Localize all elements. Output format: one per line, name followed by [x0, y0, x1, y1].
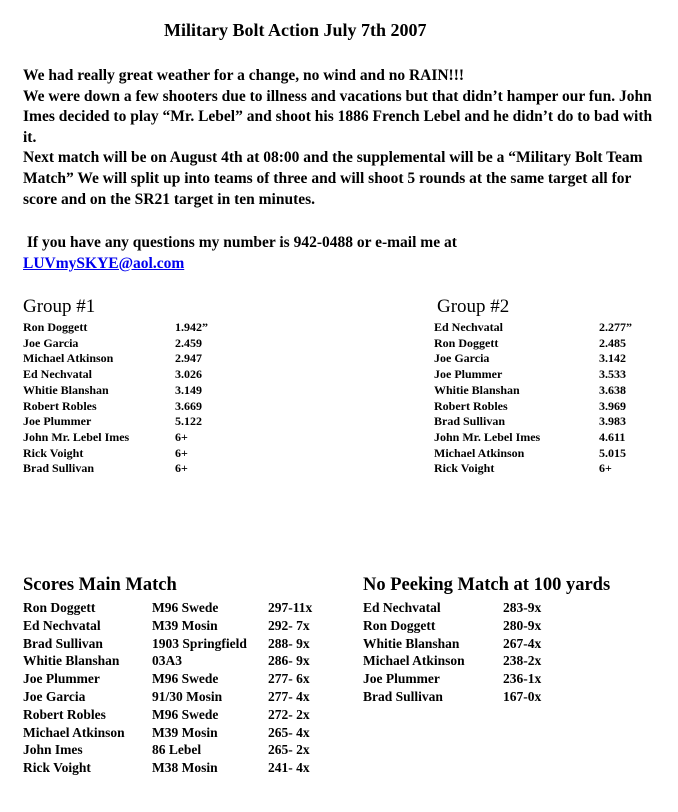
shooter-name: Michael Atkinson	[23, 724, 125, 740]
main-match-table	[23, 599, 312, 777]
match-score: 292- 7x	[268, 617, 310, 633]
contact-text: If you have any questions my number is 942-0488 or e-mail me at	[26, 234, 457, 251]
group-size: 3.026	[175, 367, 202, 382]
shooter-name: Rick Voight	[434, 461, 495, 476]
shooter-name: Joe Garcia	[23, 335, 79, 350]
intro-paragraph: We had really great weather for a change, no wind and no RAIN!!!	[23, 67, 465, 84]
table-row	[23, 461, 208, 477]
rifle-name: 86 Lebel	[152, 742, 202, 758]
email-link[interactable]: LUVmySKYE@aol.com	[23, 254, 185, 272]
group1-title: Group #1	[23, 296, 96, 317]
shooter-name: John Mr. Lebel Imes	[434, 429, 541, 444]
shooter-name: Robert Robles	[23, 398, 97, 413]
shooter-name: Ron Doggett	[23, 600, 96, 615]
rifle-name: 91/30 Mosin	[152, 688, 223, 704]
shooter-name: Ed Nechvatal	[23, 617, 101, 633]
table-row	[434, 351, 632, 367]
table-row	[23, 652, 312, 670]
table-row	[363, 599, 541, 617]
shooter-name: John Imes	[23, 742, 83, 758]
group-size: 6+	[175, 445, 188, 460]
table-row	[434, 336, 632, 352]
match-score: 236-1x	[503, 671, 542, 687]
group-size: 3.149	[175, 382, 202, 397]
shooter-name: Joe Plummer	[434, 367, 503, 382]
match-score: 297-11x	[268, 600, 313, 615]
match-score: 238-2x	[503, 653, 542, 669]
group1-table	[23, 320, 208, 477]
match-score: 280-9x	[503, 617, 542, 633]
shooter-name: Rick Voight	[23, 445, 84, 460]
table-row	[363, 635, 541, 653]
table-row	[23, 320, 208, 336]
shooter-name: Whitie Blanshan	[23, 382, 109, 397]
group-size: 6+	[175, 429, 188, 444]
group-size: 3.969	[599, 398, 626, 413]
shooter-name: Joe Plummer	[23, 671, 100, 687]
rifle-name: M39 Mosin	[152, 724, 218, 740]
table-row	[23, 759, 312, 777]
group-size: 3.638	[599, 382, 626, 397]
shooter-name: Michael Atkinson	[434, 445, 525, 460]
intro-text	[23, 66, 663, 210]
table-row	[23, 383, 208, 399]
shooter-name: Robert Robles	[434, 398, 508, 413]
table-row	[23, 741, 312, 759]
main-match-title: Scores Main Match	[23, 575, 177, 595]
rifle-name: M39 Mosin	[152, 617, 218, 633]
rifle-name: 03A3	[152, 653, 182, 669]
shooter-name: John Mr. Lebel Imes	[23, 429, 130, 444]
group-size: 2.459	[175, 335, 202, 350]
table-row	[434, 430, 632, 446]
group-size: 1.942”	[175, 320, 208, 334]
shooter-name: Ed Nechvatal	[434, 320, 503, 334]
table-row	[23, 399, 208, 415]
no-peeking-title: No Peeking Match at 100 yards	[363, 575, 611, 595]
shooter-name: Rick Voight	[23, 760, 91, 776]
table-row	[23, 688, 312, 706]
shooter-name: Ron Doggett	[23, 320, 88, 334]
table-row	[23, 446, 208, 462]
shooter-name: Whitie Blanshan	[23, 653, 120, 669]
match-score: 272- 2x	[268, 706, 310, 722]
match-score: 265- 4x	[268, 724, 310, 740]
shooter-name: Michael Atkinson	[23, 351, 114, 366]
table-row	[23, 635, 312, 653]
table-row	[434, 367, 632, 383]
shooter-name: Joe Garcia	[23, 688, 86, 704]
group-size: 5.015	[599, 445, 626, 460]
shooter-name: Michael Atkinson	[363, 653, 465, 669]
table-row	[23, 617, 312, 635]
rifle-name: M96 Swede	[152, 706, 219, 722]
table-row	[363, 688, 541, 706]
shooter-name: Brad Sullivan	[434, 414, 506, 429]
group2-title: Group #2	[437, 296, 510, 317]
match-score: 267-4x	[503, 635, 542, 651]
shooter-name: Whitie Blanshan	[434, 382, 520, 397]
rifle-name: M96 Swede	[152, 671, 219, 687]
match-score: 286- 9x	[268, 653, 310, 669]
table-row	[434, 320, 632, 336]
shooter-name: Brad Sullivan	[363, 688, 443, 704]
page-title: Military Bolt Action July 7th 2007	[164, 20, 427, 40]
match-score: 283-9x	[503, 600, 542, 615]
table-row	[23, 430, 208, 446]
match-score: 288- 9x	[268, 635, 310, 651]
shooter-name: Ed Nechvatal	[363, 600, 441, 615]
shooter-name: Joe Plummer	[23, 414, 92, 429]
group-size: 2.277”	[599, 320, 632, 334]
rifle-name: M96 Swede	[152, 600, 219, 615]
table-row	[23, 599, 312, 617]
shooter-name: Joe Garcia	[434, 351, 490, 366]
group2-table	[434, 320, 632, 477]
group-size: 3.533	[599, 367, 626, 382]
intro-paragraph: Next match will be on August 4th at 08:00 and the supplemental will be a “Military Bolt Team Match” We will split up into teams of three and will shoot 5 rounds at the same target all for score and on the SR21 target in ten minutes.	[23, 149, 643, 208]
group-size: 4.611	[599, 429, 626, 444]
table-row	[363, 670, 541, 688]
table-row	[434, 399, 632, 415]
match-score: 265- 2x	[268, 742, 310, 758]
shooter-name: Ed Nechvatal	[23, 367, 92, 382]
table-row	[23, 414, 208, 430]
group-size: 3.983	[599, 414, 626, 429]
table-row	[23, 367, 208, 383]
shooter-name: Ron Doggett	[434, 335, 499, 350]
table-row	[23, 706, 312, 724]
match-score: 241- 4x	[268, 760, 310, 776]
group-size: 2.947	[175, 351, 202, 366]
match-score: 277- 4x	[268, 688, 310, 704]
intro-paragraph: We were down a few shooters due to illness and vacations but that didn’t hamper our fun. John Imes decided to play “Mr. Lebel” and shoot his 1886 French Lebel and he didn’t do to bad with it.	[23, 87, 653, 146]
group-size: 6+	[599, 461, 612, 476]
group-size: 3.142	[599, 351, 626, 366]
match-score: 167-0x	[503, 688, 542, 704]
table-row	[23, 724, 312, 742]
shooter-name: Whitie Blanshan	[363, 635, 460, 651]
shooter-name: Brad Sullivan	[23, 461, 95, 476]
no-peeking-table	[363, 599, 541, 706]
table-row	[434, 461, 632, 477]
table-row	[363, 652, 541, 670]
table-row	[23, 351, 208, 367]
table-row	[363, 617, 541, 635]
rifle-name: M38 Mosin	[152, 760, 218, 776]
match-score: 277- 6x	[268, 671, 310, 687]
group-size: 2.485	[599, 335, 626, 350]
table-row	[23, 670, 312, 688]
shooter-name: Ron Doggett	[363, 617, 436, 633]
group-size: 6+	[175, 461, 188, 476]
table-row	[434, 414, 632, 430]
group-size: 3.669	[175, 398, 202, 413]
table-row	[434, 383, 632, 399]
table-row	[23, 336, 208, 352]
table-row	[434, 446, 632, 462]
shooter-name: Brad Sullivan	[23, 635, 103, 651]
group-size: 5.122	[175, 414, 202, 429]
contact-block	[23, 233, 663, 274]
shooter-name: Joe Plummer	[363, 671, 440, 687]
shooter-name: Robert Robles	[23, 706, 106, 722]
rifle-name: 1903 Springfield	[152, 635, 247, 651]
